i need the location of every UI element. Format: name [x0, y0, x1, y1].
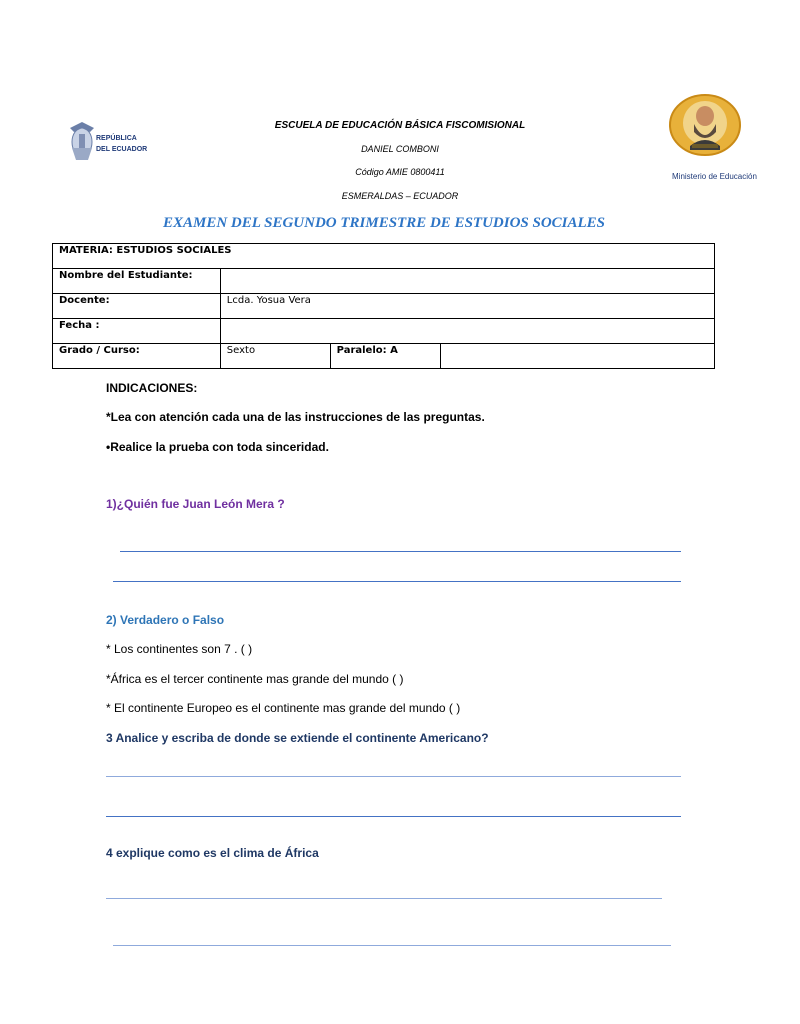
date-field[interactable]: [220, 319, 714, 344]
section-field[interactable]: [440, 344, 714, 369]
logo-text-2: DEL ECUADOR: [96, 146, 148, 153]
table-row: [53, 319, 715, 344]
answer-line[interactable]: [120, 551, 681, 552]
instruction-item-1: *Lea con atención cada una de las instrucciones de las preguntas.: [106, 410, 485, 424]
school-patron: DANIEL COMBONI: [361, 144, 439, 154]
student-info-table: [52, 243, 715, 369]
exam-title: EXAMEN DEL SEGUNDO TRIMESTRE DE ESTUDIOS SOCIALES: [162, 215, 606, 231]
logo-text-1: REPÚBLICA: [96, 135, 137, 142]
table-row: [53, 344, 715, 369]
amie-code: Código AMIE 0800411: [355, 167, 445, 177]
answer-line[interactable]: [113, 945, 671, 946]
ministry-label: Ministerio de Educación: [672, 172, 757, 181]
question-1: 1)¿Quién fue Juan León Mera ?: [106, 497, 285, 511]
school-location: ESMERALDAS – ECUADOR: [341, 191, 459, 201]
student-name-field[interactable]: [220, 269, 714, 294]
teacher-label: Docente:: [53, 294, 221, 319]
teacher-value: Lcda. Yosua Vera: [220, 294, 714, 319]
section-label: Paralelo: A: [330, 344, 440, 369]
answer-line[interactable]: [106, 776, 681, 777]
table-row: [53, 294, 715, 319]
true-false-item-3: * El continente Europeo es el continente mas grande del mundo ( ): [106, 701, 461, 715]
student-label: Nombre del Estudiante:: [53, 269, 221, 294]
grade-value: Sexto: [220, 344, 330, 369]
question-3: 3 Analice y escriba de donde se extiende el continente Americano?: [106, 731, 489, 745]
instructions-title: INDICACIONES:: [106, 381, 198, 395]
true-false-item-2: *África es el tercer continente mas grande del mundo ( ): [106, 672, 404, 686]
answer-line[interactable]: [106, 816, 681, 817]
question-2: 2) Verdadero o Falso: [106, 613, 225, 627]
answer-line[interactable]: [113, 581, 681, 582]
question-4: 4 explique como es el clima de África: [106, 846, 319, 860]
school-name: ESCUELA DE EDUCACIÓN BÁSICA FISCOMISIONAL: [274, 120, 526, 131]
subject-cell: MATERIA: ESTUDIOS SOCIALES: [53, 244, 715, 269]
table-row: [53, 269, 715, 294]
answer-line[interactable]: [106, 898, 662, 899]
true-false-item-1: * Los continentes son 7 . ( ): [106, 642, 253, 656]
instruction-item-2: •Realice la prueba con toda sinceridad.: [106, 440, 329, 454]
table-row: [53, 244, 715, 269]
date-label: Fecha :: [53, 319, 221, 344]
grade-label: Grado / Curso:: [53, 344, 221, 369]
